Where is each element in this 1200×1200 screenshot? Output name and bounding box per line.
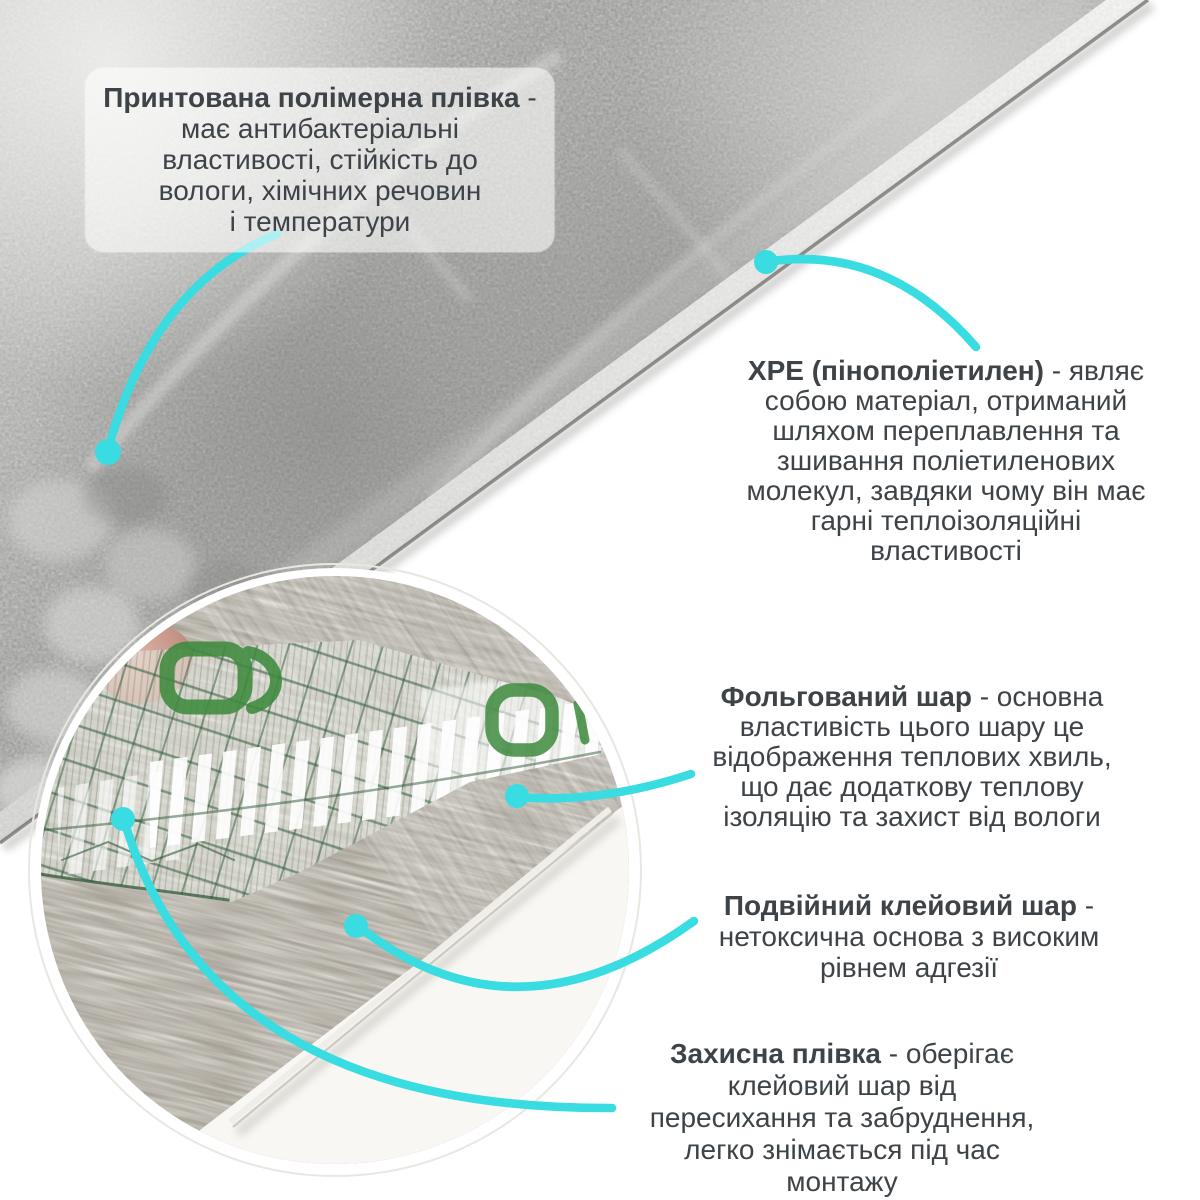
annotation-line: має антибактеріальні [181,113,459,144]
annotation-protective-film [650,1038,1035,1198]
annotation-line: легко знімається під час [684,1134,1000,1165]
annotation-line: вологи, хімічних речовин [158,175,482,206]
annotation-xpe-foam [746,356,1145,566]
annotation-line: собою матеріал, отриманий [764,385,1128,416]
callout-dot-printed-film [95,439,121,465]
annotation-printed-film [85,68,554,252]
annotation-line: відображення теплових хвиль, [712,741,1112,772]
annotation-line: Фольгований шар - основна [720,681,1104,712]
annotation-line: молекул, завдяки чому він має [746,475,1146,506]
annotation-line: Захисна плівка - оберігає [669,1038,1014,1069]
annotation-line: Подвійний клейовий шар - [723,890,1095,921]
annotation-line: нетоксична основа з високим [718,921,1100,952]
annotation-foil-layer [712,682,1111,832]
annotation-line: і температури [229,206,411,237]
annotation-adhesive-layer [719,890,1099,983]
callout-dot-protective-film [111,807,135,831]
callout-arrow-xpe-foam [766,259,976,347]
callout-dot-adhesive-layer [344,914,368,938]
annotation-line: що дає додаткову теплову [740,771,1084,802]
annotation-line: зшивання поліетиленових [776,445,1116,476]
annotation-line: клейовий шар від [727,1070,957,1101]
annotation-line: властивості [870,535,1022,566]
annotation-line: властивість цього шару це [739,711,1085,742]
annotation-line: монтажу [786,1166,898,1197]
annotation-line: рівнем адгезії [819,952,999,983]
annotation-line: шляхом переплавлення та [772,415,1120,446]
callout-dot-xpe-foam [754,250,778,274]
annotation-line: Принтована полімерна плівка - [103,82,537,113]
annotation-line: пересихання та забруднення, [649,1102,1035,1133]
annotation-line: ізоляцію та захист від вологи [723,801,1101,832]
annotation-line: гарні теплоізоляційні [810,505,1082,536]
annotation-line: властивості, стійкість до [162,144,478,175]
annotation-line: XPE (пінополіетилен) - являє [747,355,1145,386]
callout-dot-foil-layer [505,784,529,808]
